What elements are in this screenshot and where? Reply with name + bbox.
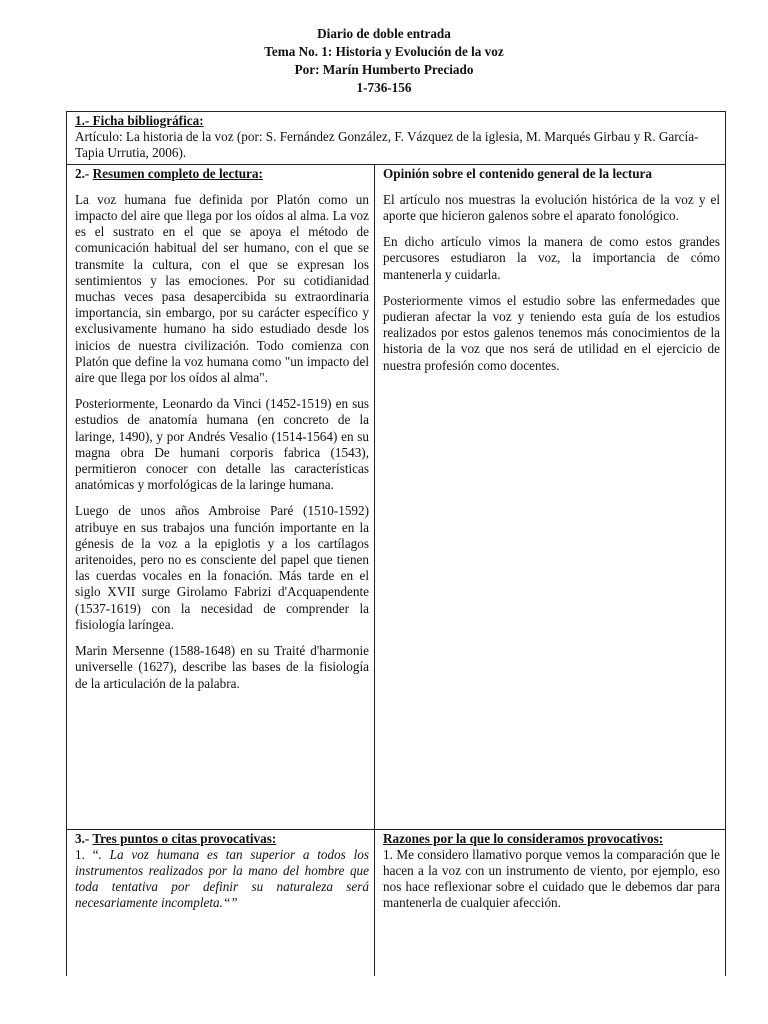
resumen-paragraph: Marin Mersenne (1588-1648) en su Traité d'harmonie universelle (1627), describe las bases de la fisiología de la articulación de la palabra.: [75, 643, 369, 691]
ficha-text: Artículo: La historia de la voz (por: S. Fernández González, F. Vázquez de la iglesia, M. Marqués Girbau y R. García-Tapia Urrutia, 2006).: [75, 129, 699, 161]
resumen-cell: [67, 164, 375, 829]
resumen-paragraph: La voz humana fue definida por Platón como un impacto del aire que llega por los oídos al alma. La voz es el sustrato en el que se apoya el método de comunicación habitual del ser humano, con el que se transmite la cultura, con el que se expresan los sentimientos y las emociones. Por su cotidianidad muchas veces pasa desapercibida su extraordinaria importancia, sin embargo, por su carácter específico y exclusivamente humano ha sido estudiado desde los inicios de nuestra civilización. Todo comienza con Platón que define la voz humana como "un impacto del aire que llega por los oídos al alma".: [75, 191, 369, 386]
ficha-number: 1.-: [75, 113, 90, 128]
resumen-row: [67, 164, 726, 829]
ficha-title: Ficha bibliográfica:: [92, 113, 204, 128]
cita-suffix: “”: [222, 895, 238, 911]
document-id-number: 1-736-156: [356, 80, 412, 95]
document-author: Por: Marín Humberto Preciado: [294, 62, 474, 77]
ficha-heading: [75, 113, 720, 129]
ficha-row: [67, 112, 726, 165]
resumen-paragraph: Posteriormente, Leonardo da Vinci (1452-1519) en sus estudios de anatomía humana (en concreto de la laringe, 1490), y por Andrés Vesalio (1514-1564) en su magna obra De humani corporis fabrica (1543), permitieron conocer con detalle las características anatómicas y morfológicas de la laringe humana.: [75, 396, 369, 493]
opinion-paragraph: En dicho artículo vimos la manera de como estos grandes percusores estudiaron la voz, la importancia de cómo mantenerla y cuidarla.: [383, 234, 721, 282]
resumen-paragraph: Luego de unos años Ambroise Paré (1510-1592) atribuye en sus trabajos una función importante en la génesis de la voz a la epiglotis y a los cartílagos aritenoides, pero no es consciente del papel que tienen las cuerdas vocales en la fonación. Más tarde en el siglo XVII surge Girolamo Fabrizi d'Acquapendente (1537-1619) con la necesidad de comprender la fisiología laríngea.: [75, 503, 369, 632]
cita-item-1: [75, 847, 369, 912]
opinion-cell: [375, 164, 726, 829]
razones-heading: Razones por la que lo consideramos provocativos:: [383, 830, 664, 846]
resumen-number: 2.-: [75, 165, 90, 181]
citas-row: [67, 829, 726, 976]
resumen-title: Resumen completo de lectura:: [92, 165, 263, 181]
citas-heading: [75, 831, 369, 847]
ficha-cell: [67, 112, 726, 165]
opinion-paragraph: Posteriormente vimos el estudio sobre las enfermedades que pudieran afectar la voz y teniendo esta guía de los estudios realizados por estos galenos tenemos más conocimientos de la historia de la voz que nos será de utilidad en el ejercicio de nuestra profesión como docentes.: [383, 292, 721, 373]
citas-title: Tres puntos o citas provocativas:: [92, 830, 277, 846]
razones-cell: [375, 829, 726, 976]
double-entry-table: [66, 111, 726, 976]
cita-prefix: 1. “: [75, 846, 99, 862]
opinion-heading: Opinión sobre el contenido general de la lectura: [383, 165, 652, 181]
document-header: [0, 25, 768, 97]
cita-quote: . La voz humana es tan superior a todos los instrumentos realizados por la mano del hombre que toda tentativa por definir su naturaleza será necesariamente incompleta.: [75, 846, 369, 911]
document-topic: Tema No. 1: Historia y Evolución de la voz: [264, 44, 504, 59]
razon-item-1: 1. Me considero llamativo porque vemos la comparación que le hacen a la voz con un instrumento de viento, por ejemplo, eso nos hace reflexionar sobre el cuidado que le debemos dar para mantenerla de cualquier afección.: [383, 846, 721, 911]
document-title: Diario de doble entrada: [317, 26, 451, 41]
resumen-heading: [75, 166, 369, 182]
opinion-paragraph: El artículo nos muestras la evolución histórica de la voz y el aporte que hicieron galenos sobre el aparato fonológico.: [383, 191, 721, 224]
citas-number: 3.-: [75, 830, 90, 846]
citas-cell: [67, 829, 375, 976]
